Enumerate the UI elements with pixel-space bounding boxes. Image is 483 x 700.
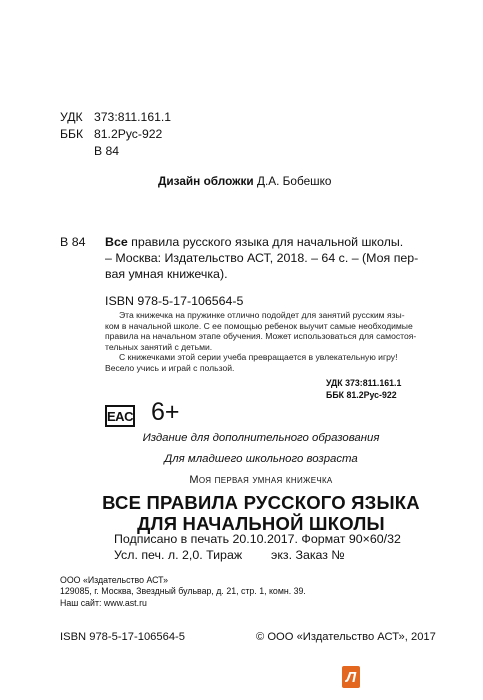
cover-design-credit <box>158 174 331 188</box>
bib-isbn: ISBN 978-5-17-106564-5 <box>105 294 244 308</box>
age-rating: 6+ <box>151 398 180 426</box>
imprint-line2-b: экз. Заказ № <box>271 548 345 562</box>
publisher-info <box>60 575 306 609</box>
annotation-p1 <box>105 310 427 352</box>
author-code: В 84 <box>94 144 120 158</box>
imprint <box>114 531 401 563</box>
footer-copyright: © ООО «Издательство АСТ», 2017 <box>256 631 436 643</box>
annotation-line: С книжечками этой серии учеба превращается в увлекательную игру! <box>119 352 398 363</box>
annotation-line: Весело учись и играй с пользой. <box>105 362 235 373</box>
imprint-line2-a: Усл. печ. л. 2,0. Тираж <box>114 548 243 562</box>
bib-line3: вая умная книжечка). <box>105 267 228 281</box>
imprint-line1: Подписано в печать 20.10.2017. Формат 90×60/32 <box>114 532 401 546</box>
publisher-address: 129085, г. Москва, Звездный бульвар, д. 21, стр. 1, комн. 39. <box>60 586 306 597</box>
udk-value: 373:811.161.1 <box>94 110 172 124</box>
udk-right-bbk: ББК 81.2Рус-922 <box>326 390 397 400</box>
bbk-label: ББК <box>60 127 84 141</box>
publisher-site: Наш сайт: www.ast.ru <box>60 597 147 608</box>
bbk-value: 81.2Рус-922 <box>94 127 163 141</box>
edition-purpose: Издание для дополнительного образования <box>142 432 380 444</box>
udk-right-udk: УДК 373:811.161.1 <box>326 378 402 388</box>
annotation <box>105 310 427 374</box>
eac-mark: EAC <box>105 405 135 427</box>
bib-author-code: В 84 <box>60 235 86 249</box>
annotation-line: правила на начальном этапе обучения. Может использоваться для самостоя- <box>105 331 417 342</box>
series-name: Моя первая умная книжечка <box>189 474 333 486</box>
bibliographic-record <box>105 234 425 309</box>
annotation-p2 <box>105 352 427 373</box>
bib-title-bold: Все <box>105 235 128 249</box>
cover-design-label: Дизайн обложки <box>158 174 254 188</box>
litres-logo: Л <box>342 666 360 688</box>
annotation-line: тельных занятий с детьми. <box>105 341 213 352</box>
imprint-line2 <box>114 547 401 563</box>
cover-designer-name: Д.А. Бобешко <box>256 174 332 188</box>
annotation-line: ком в начальной школе. С ее помощью ребенок выучит самые необходимые <box>105 320 413 331</box>
footer-isbn: ISBN 978-5-17-106564-5 <box>60 631 186 643</box>
bib-line1: правила русского языка для начальной школы. <box>127 235 404 249</box>
udk-label: УДК <box>60 110 83 124</box>
udk-right-block <box>326 377 401 401</box>
edition-age-group: Для младшего школьного возраста <box>164 453 358 465</box>
annotation-line: Эта книжечка на пружинке отлично подойдет для занятий русским язы- <box>119 310 405 320</box>
publisher-name: ООО «Издательство АСТ» <box>60 575 169 585</box>
bib-line2: – Москва: Издательство АСТ, 2018. – 64 с. – (Моя пер- <box>105 251 419 265</box>
main-title-line2: ДЛЯ НАЧАЛЬНОЙ ШКОЛЫ <box>137 513 385 534</box>
main-title-line1: ВСЕ ПРАВИЛА РУССКОГО ЯЗЫКА <box>102 492 420 513</box>
udk-block <box>60 109 171 160</box>
main-title <box>60 492 462 534</box>
